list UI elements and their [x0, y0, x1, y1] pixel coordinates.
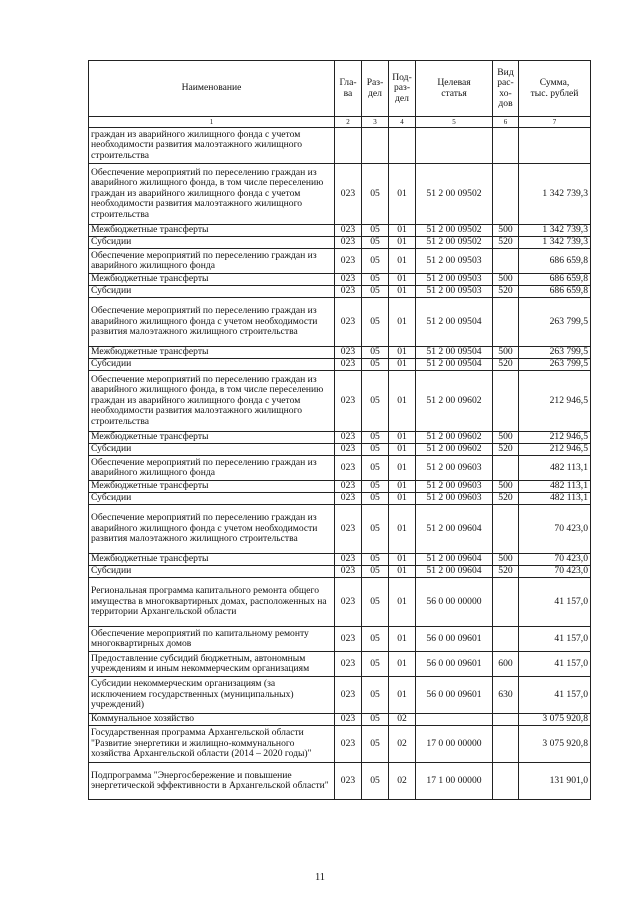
row-expense-type: 500 — [493, 274, 519, 286]
row-section: 05 — [362, 763, 389, 800]
column-number: 7 — [519, 117, 591, 128]
row-target: 56 0 00 09601 — [416, 677, 493, 714]
column-number-row — [89, 117, 591, 128]
row-name: Обеспечение мероприятий по капитальному ремонту многоквартирных домов — [89, 627, 335, 652]
table-row — [89, 249, 591, 274]
row-subsection: 01 — [389, 286, 416, 298]
row-target: 51 2 00 09503 — [416, 286, 493, 298]
row-name: Межбюджетные трансферты — [89, 274, 335, 286]
row-subsection — [389, 128, 416, 164]
row-subsection: 01 — [389, 456, 416, 481]
row-subsection: 01 — [389, 237, 416, 249]
row-subsection: 01 — [389, 627, 416, 652]
row-expense-type: 500 — [493, 347, 519, 359]
row-target: 56 0 00 09601 — [416, 652, 493, 677]
row-chapter: 023 — [335, 164, 362, 225]
row-amount: 263 799,5 — [519, 298, 591, 347]
row-target: 51 2 00 09604 — [416, 505, 493, 554]
row-name: Межбюджетные трансферты — [89, 225, 335, 237]
row-section: 05 — [362, 164, 389, 225]
row-section: 05 — [362, 432, 389, 444]
row-name: Межбюджетные трансферты — [89, 481, 335, 493]
table-row — [89, 286, 591, 298]
row-chapter — [335, 128, 362, 164]
row-subsection: 01 — [389, 359, 416, 371]
row-expense-type: 500 — [493, 554, 519, 566]
row-chapter: 023 — [335, 347, 362, 359]
row-chapter: 023 — [335, 298, 362, 347]
header-amount: Сумма, тыс. рублей — [519, 61, 591, 117]
row-section: 05 — [362, 359, 389, 371]
table-row — [89, 726, 591, 763]
row-subsection: 01 — [389, 566, 416, 578]
row-target: 51 2 00 09503 — [416, 249, 493, 274]
row-expense-type: 500 — [493, 432, 519, 444]
page-number: 11 — [314, 872, 326, 883]
row-subsection: 01 — [389, 347, 416, 359]
row-amount: 482 113,1 — [519, 456, 591, 481]
row-chapter: 023 — [335, 249, 362, 274]
row-amount — [519, 128, 591, 164]
row-section: 05 — [362, 652, 389, 677]
row-target: 51 2 00 09503 — [416, 274, 493, 286]
row-chapter: 023 — [335, 505, 362, 554]
row-expense-type: 520 — [493, 286, 519, 298]
row-name: Обеспечение мероприятий по переселению граждан из аварийного жилищного фонда с учетом необходимости развития малоэтажного жилищного строительства — [89, 505, 335, 554]
row-expense-type — [493, 128, 519, 164]
table-row — [89, 627, 591, 652]
row-section: 05 — [362, 456, 389, 481]
row-chapter: 023 — [335, 371, 362, 432]
row-chapter: 023 — [335, 225, 362, 237]
row-subsection: 01 — [389, 298, 416, 347]
row-target: 51 2 00 09504 — [416, 298, 493, 347]
table-row — [89, 274, 591, 286]
row-expense-type — [493, 164, 519, 225]
row-amount: 70 423,0 — [519, 566, 591, 578]
table-row — [89, 347, 591, 359]
row-amount: 3 075 920,8 — [519, 726, 591, 763]
table-row — [89, 225, 591, 237]
row-target: 51 2 00 09604 — [416, 566, 493, 578]
row-target: 51 2 00 09504 — [416, 347, 493, 359]
row-target: 51 2 00 09502 — [416, 237, 493, 249]
row-section: 05 — [362, 274, 389, 286]
table-row — [89, 444, 591, 456]
row-subsection: 01 — [389, 554, 416, 566]
row-target: 51 2 00 09602 — [416, 432, 493, 444]
row-name: Субсидии некоммерческим организациям (за исключением государственных (муниципальных) учреждений) — [89, 677, 335, 714]
table-row — [89, 677, 591, 714]
row-expense-type — [493, 714, 519, 726]
row-subsection: 01 — [389, 274, 416, 286]
table-row — [89, 566, 591, 578]
row-expense-type: 630 — [493, 677, 519, 714]
row-chapter: 023 — [335, 652, 362, 677]
row-chapter: 023 — [335, 286, 362, 298]
row-expense-type — [493, 726, 519, 763]
row-target: 17 1 00 00000 — [416, 763, 493, 800]
row-name: Межбюджетные трансферты — [89, 554, 335, 566]
row-target: 51 2 00 09603 — [416, 456, 493, 481]
header-expense-type: Вид рас- хо- дов — [493, 61, 519, 117]
row-name: Субсидии — [89, 444, 335, 456]
row-name: Субсидии — [89, 237, 335, 249]
table-row — [89, 128, 591, 164]
budget-table — [88, 60, 591, 800]
row-name: Предоставление субсидий бюджетным, автономным учреждениям и иным некоммерческим организациям — [89, 652, 335, 677]
row-target: 51 2 00 09603 — [416, 481, 493, 493]
table-row — [89, 578, 591, 627]
row-subsection: 02 — [389, 763, 416, 800]
table-row — [89, 237, 591, 249]
row-amount: 3 075 920,8 — [519, 714, 591, 726]
table-row — [89, 714, 591, 726]
row-expense-type: 600 — [493, 652, 519, 677]
row-section: 05 — [362, 677, 389, 714]
row-expense-type — [493, 298, 519, 347]
row-chapter: 023 — [335, 456, 362, 481]
row-chapter: 023 — [335, 627, 362, 652]
table-row — [89, 763, 591, 800]
column-number: 6 — [493, 117, 519, 128]
row-chapter: 023 — [335, 359, 362, 371]
row-chapter: 023 — [335, 566, 362, 578]
row-chapter: 023 — [335, 493, 362, 505]
row-name: Субсидии — [89, 286, 335, 298]
row-subsection: 01 — [389, 578, 416, 627]
row-subsection: 01 — [389, 249, 416, 274]
table-row — [89, 554, 591, 566]
row-amount: 70 423,0 — [519, 554, 591, 566]
row-expense-type: 500 — [493, 481, 519, 493]
table-row — [89, 481, 591, 493]
row-target: 51 2 00 09603 — [416, 493, 493, 505]
table-header-row — [89, 61, 591, 117]
row-name: Обеспечение мероприятий по переселению граждан из аварийного жилищного фонда, в том числе переселению граждан из аварийного жилищного фонда с учетом необходимости развития малоэтажного жилищного строительства — [89, 371, 335, 432]
row-chapter: 023 — [335, 726, 362, 763]
row-expense-type — [493, 371, 519, 432]
row-name: Обеспечение мероприятий по переселению граждан из аварийного жилищного фонда — [89, 456, 335, 481]
column-number: 2 — [335, 117, 362, 128]
row-subsection: 01 — [389, 444, 416, 456]
row-subsection: 01 — [389, 481, 416, 493]
row-chapter: 023 — [335, 274, 362, 286]
row-amount: 482 113,1 — [519, 481, 591, 493]
row-section: 05 — [362, 627, 389, 652]
row-section: 05 — [362, 481, 389, 493]
table-row — [89, 493, 591, 505]
row-expense-type — [493, 456, 519, 481]
row-section: 05 — [362, 237, 389, 249]
row-amount: 686 659,8 — [519, 286, 591, 298]
row-section: 05 — [362, 371, 389, 432]
row-section: 05 — [362, 493, 389, 505]
row-expense-type — [493, 627, 519, 652]
row-name: Субсидии — [89, 493, 335, 505]
row-amount: 131 901,0 — [519, 763, 591, 800]
row-section: 05 — [362, 578, 389, 627]
row-chapter: 023 — [335, 554, 362, 566]
row-amount: 212 946,5 — [519, 432, 591, 444]
row-amount: 482 113,1 — [519, 493, 591, 505]
row-amount: 41 157,0 — [519, 677, 591, 714]
table-row — [89, 164, 591, 225]
table-row — [89, 652, 591, 677]
row-amount: 1 342 739,3 — [519, 237, 591, 249]
row-expense-type — [493, 763, 519, 800]
row-expense-type: 520 — [493, 237, 519, 249]
row-target: 51 2 00 09602 — [416, 444, 493, 456]
row-name: Обеспечение мероприятий по переселению граждан из аварийного жилищного фонда — [89, 249, 335, 274]
table-row — [89, 456, 591, 481]
row-name: Обеспечение мероприятий по переселению граждан из аварийного жилищного фонда, в том числе переселению граждан из аварийного жилищного фонда с учетом необходимости развития малоэтажного жилищного строительства — [89, 164, 335, 225]
row-amount: 70 423,0 — [519, 505, 591, 554]
table-row — [89, 371, 591, 432]
row-subsection: 01 — [389, 164, 416, 225]
header-section: Раз- дел — [362, 61, 389, 117]
row-chapter: 023 — [335, 714, 362, 726]
row-chapter: 023 — [335, 763, 362, 800]
row-name: Государственная программа Архангельской области "Развитие энергетики и жилищно-коммунального хозяйства Архангельской области (2014 – 2020 годы)" — [89, 726, 335, 763]
row-expense-type: 520 — [493, 493, 519, 505]
row-section: 05 — [362, 225, 389, 237]
row-name: Межбюджетные трансферты — [89, 432, 335, 444]
row-subsection: 02 — [389, 714, 416, 726]
row-name: Обеспечение мероприятий по переселению граждан из аварийного жилищного фонда с учетом необходимости развития малоэтажного жилищного строительства — [89, 298, 335, 347]
header-chapter: Гла- ва — [335, 61, 362, 117]
row-amount: 41 157,0 — [519, 578, 591, 627]
row-amount: 263 799,5 — [519, 347, 591, 359]
row-target — [416, 714, 493, 726]
column-number: 5 — [416, 117, 493, 128]
row-chapter: 023 — [335, 237, 362, 249]
row-subsection: 01 — [389, 432, 416, 444]
row-amount: 1 342 739,3 — [519, 225, 591, 237]
row-amount: 1 342 739,3 — [519, 164, 591, 225]
column-number: 4 — [389, 117, 416, 128]
row-section: 05 — [362, 444, 389, 456]
row-target: 51 2 00 09502 — [416, 225, 493, 237]
table-row — [89, 432, 591, 444]
row-expense-type: 500 — [493, 225, 519, 237]
table-row — [89, 359, 591, 371]
row-expense-type: 520 — [493, 444, 519, 456]
row-name: граждан из аварийного жилищного фонда с учетом необходимости развития малоэтажного жилищного строительства — [89, 128, 335, 164]
row-amount: 41 157,0 — [519, 652, 591, 677]
row-amount: 212 946,5 — [519, 371, 591, 432]
row-chapter: 023 — [335, 677, 362, 714]
row-expense-type: 520 — [493, 566, 519, 578]
row-section: 05 — [362, 286, 389, 298]
row-subsection: 01 — [389, 677, 416, 714]
row-chapter: 023 — [335, 578, 362, 627]
row-name: Подпрограмма "Энергосбережение и повышение энергетической эффективности в Архангельской области" — [89, 763, 335, 800]
row-chapter: 023 — [335, 432, 362, 444]
row-subsection: 01 — [389, 505, 416, 554]
row-subsection: 02 — [389, 726, 416, 763]
row-section: 05 — [362, 249, 389, 274]
row-target: 51 2 00 09604 — [416, 554, 493, 566]
row-target: 56 0 00 00000 — [416, 578, 493, 627]
row-target: 51 2 00 09502 — [416, 164, 493, 225]
row-name: Межбюджетные трансферты — [89, 347, 335, 359]
row-subsection: 01 — [389, 225, 416, 237]
row-name: Субсидии — [89, 359, 335, 371]
row-expense-type — [493, 578, 519, 627]
row-name: Региональная программа капитального ремонта общего имущества в многоквартирных домах, расположенных на территории Архангельской области — [89, 578, 335, 627]
row-amount: 41 157,0 — [519, 627, 591, 652]
row-target: 17 0 00 00000 — [416, 726, 493, 763]
row-section — [362, 128, 389, 164]
row-target: 51 2 00 09504 — [416, 359, 493, 371]
header-subsection: Под- раз- дел — [389, 61, 416, 117]
row-subsection: 01 — [389, 493, 416, 505]
row-section: 05 — [362, 505, 389, 554]
row-section: 05 — [362, 298, 389, 347]
header-target: Целевая статья — [416, 61, 493, 117]
row-section: 05 — [362, 347, 389, 359]
table-row — [89, 505, 591, 554]
row-chapter: 023 — [335, 481, 362, 493]
row-amount: 686 659,8 — [519, 274, 591, 286]
row-amount: 212 946,5 — [519, 444, 591, 456]
row-section: 05 — [362, 566, 389, 578]
row-amount: 263 799,5 — [519, 359, 591, 371]
row-chapter: 023 — [335, 444, 362, 456]
row-expense-type — [493, 505, 519, 554]
row-section: 05 — [362, 726, 389, 763]
row-name: Коммунальное хозяйство — [89, 714, 335, 726]
row-target — [416, 128, 493, 164]
row-amount: 686 659,8 — [519, 249, 591, 274]
row-expense-type — [493, 249, 519, 274]
row-section: 05 — [362, 714, 389, 726]
row-target: 56 0 00 09601 — [416, 627, 493, 652]
row-target: 51 2 00 09602 — [416, 371, 493, 432]
row-expense-type: 520 — [493, 359, 519, 371]
column-number: 1 — [89, 117, 335, 128]
row-section: 05 — [362, 554, 389, 566]
row-subsection: 01 — [389, 371, 416, 432]
row-subsection: 01 — [389, 652, 416, 677]
row-name: Субсидии — [89, 566, 335, 578]
header-name: Наименование — [89, 61, 335, 117]
table-row — [89, 298, 591, 347]
column-number: 3 — [362, 117, 389, 128]
